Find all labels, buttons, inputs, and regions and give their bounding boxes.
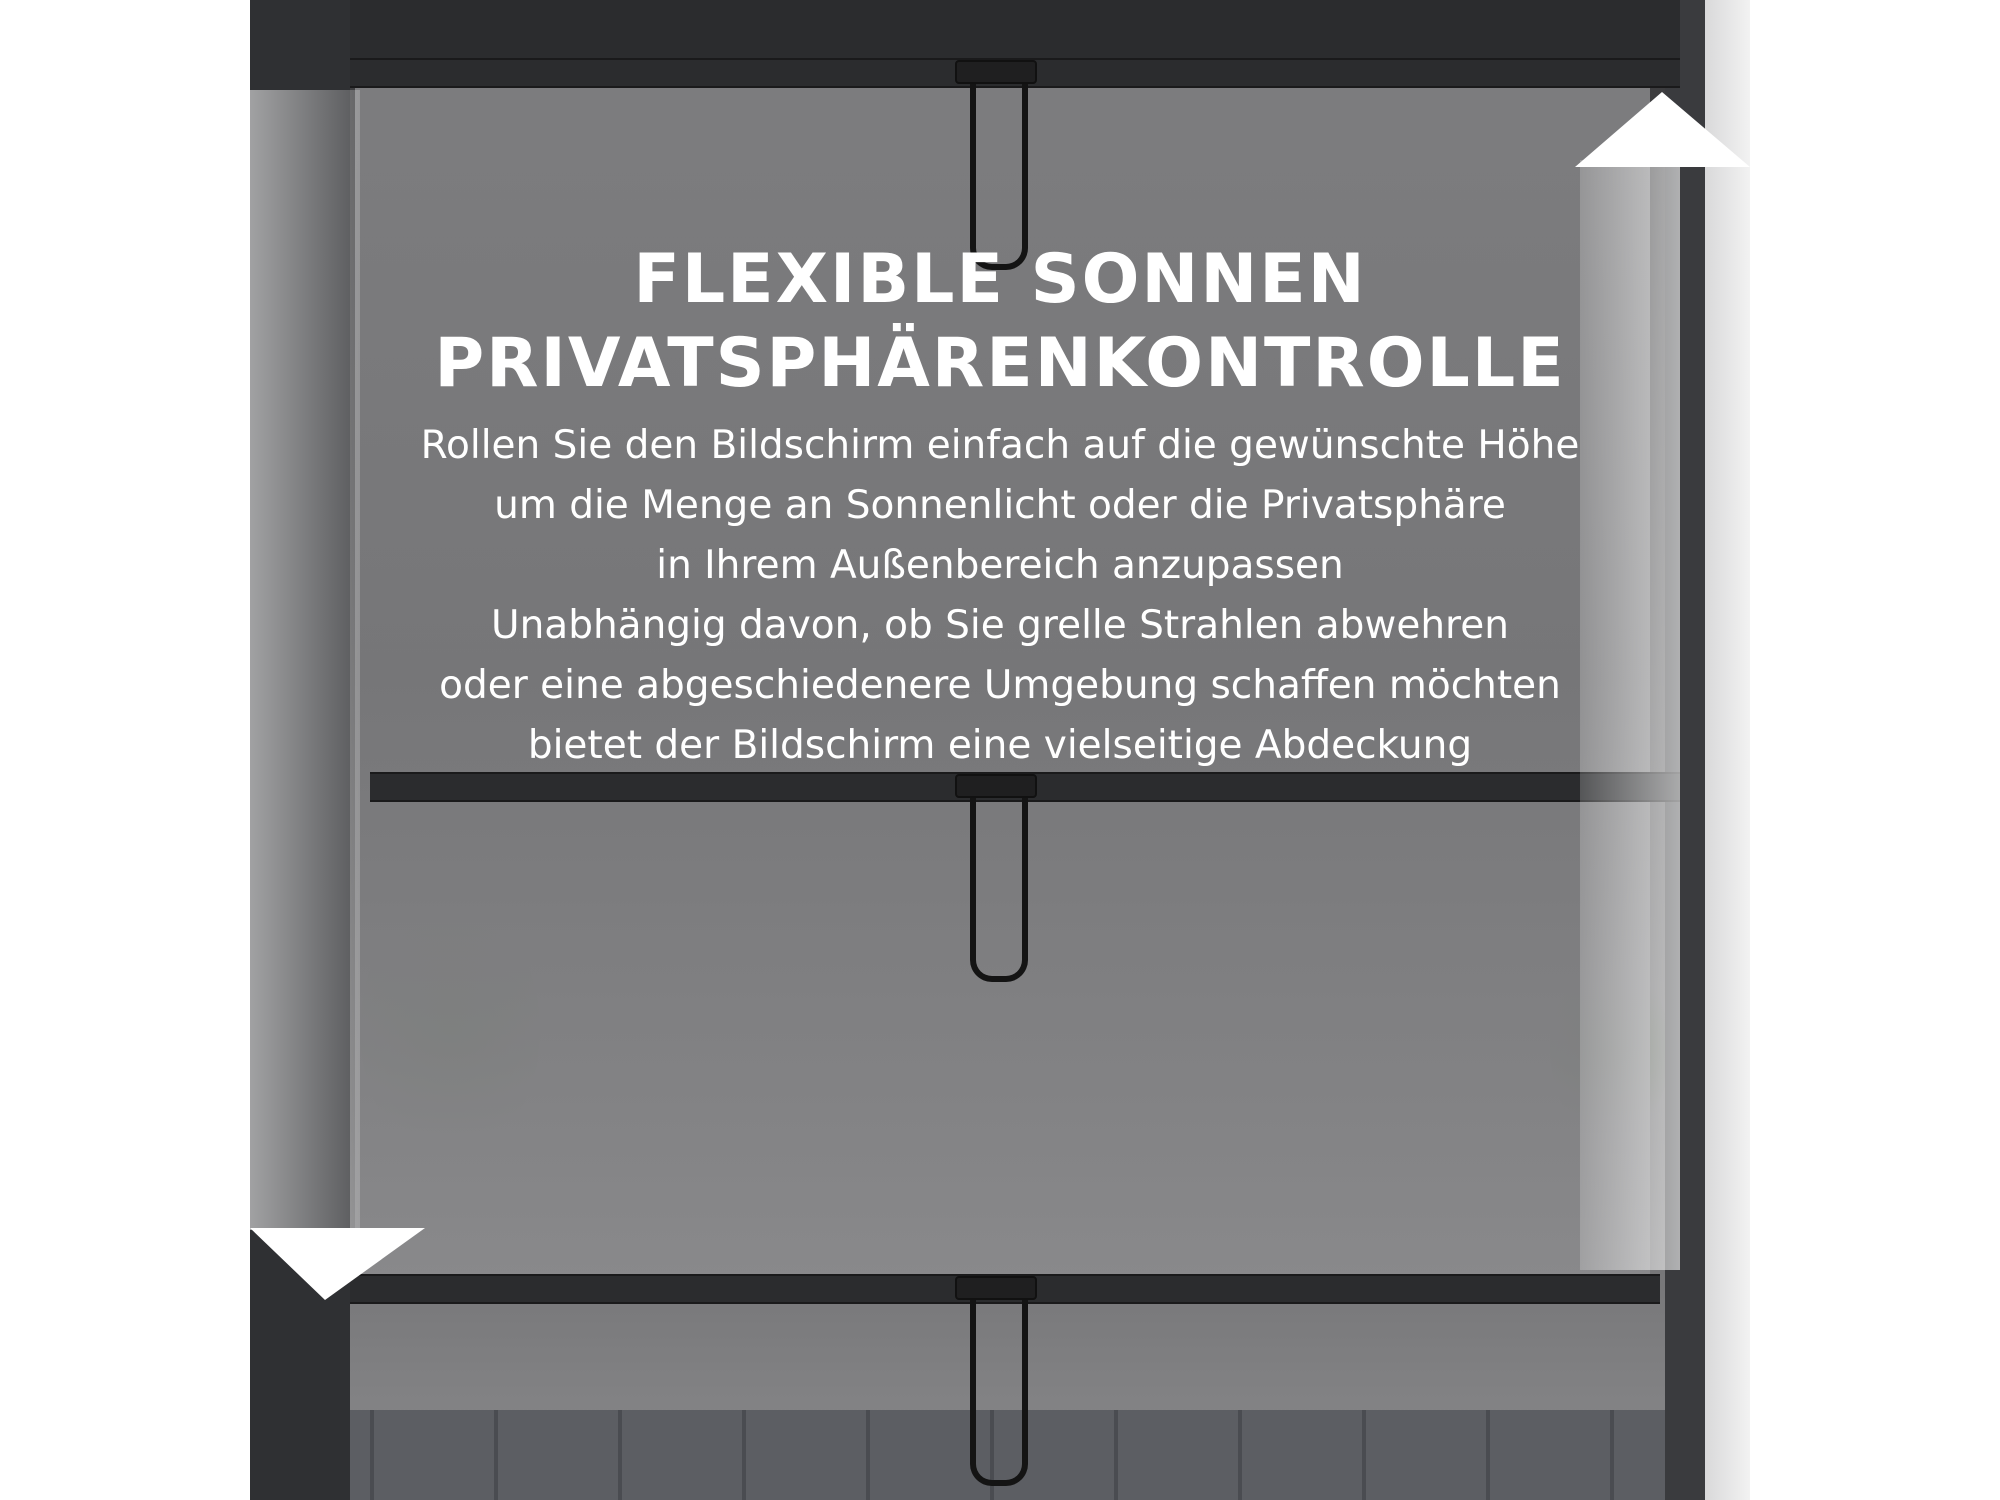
- description-line-4: Unabhängig davon, ob Sie grelle Strahlen abwehren: [491, 603, 1509, 648]
- handle-middle[interactable]: [955, 774, 1037, 798]
- headline-line-2: PRIVATSPHÄRENKONTROLLE: [434, 324, 1566, 403]
- description-line-2: um die Menge an Sonnenlicht oder die Privatsphäre: [494, 483, 1506, 528]
- pull-strap-bottom[interactable]: [970, 1300, 1028, 1486]
- pull-strap-middle[interactable]: [970, 798, 1028, 982]
- description-line-5: oder eine abgeschiedenere Umgebung schaffen möchten: [439, 663, 1561, 708]
- arrow-up-icon: [1575, 92, 1750, 167]
- description-line-3: in Ihrem Außenbereich anzupassen: [656, 543, 1344, 588]
- roller-cassette: [350, 0, 1680, 61]
- description-line-1: Rollen Sie den Bildschirm einfach auf die gewünschte Höhe: [420, 423, 1580, 468]
- handle-top[interactable]: [955, 60, 1037, 84]
- description-line-6: bietet der Bildschirm eine vielseitige Abdeckung: [527, 723, 1473, 768]
- headline-line-1: FLEXIBLE SONNEN: [633, 240, 1367, 319]
- headline: [250, 238, 1750, 406]
- description: [250, 416, 1750, 776]
- arrow-down-icon: [250, 1228, 425, 1300]
- promo-copy: [250, 238, 1750, 776]
- handle-bottom[interactable]: [955, 1276, 1037, 1300]
